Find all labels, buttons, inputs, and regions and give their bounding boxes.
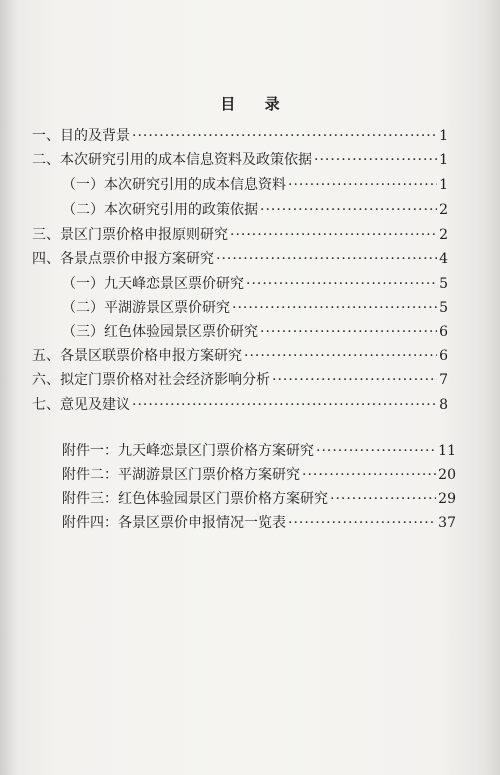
toc-leader-dots (288, 514, 436, 532)
toc-leader-dots (260, 323, 437, 341)
toc-entry-page: 5 (439, 300, 448, 316)
toc-subentry (62, 323, 448, 341)
toc-leader-dots (260, 201, 437, 219)
toc-entry (32, 371, 448, 389)
toc-leader-dots (230, 226, 437, 244)
toc-leader-dots (288, 176, 437, 194)
toc-entry (32, 151, 448, 169)
toc-entry-label: （一）九天峰恋景区票价研究 (62, 276, 244, 292)
toc-appendix-entry (62, 442, 456, 460)
toc-entry-label: （二）本次研究引用的政策依据 (62, 202, 258, 218)
toc-subentry (62, 176, 448, 194)
toc-subentry (62, 299, 448, 317)
toc-leader-dots (330, 490, 436, 508)
toc-entry-label: 七、意见及建议 (32, 397, 130, 413)
toc-entry-page: 11 (438, 443, 456, 459)
toc-leader-dots (314, 151, 437, 169)
toc-entry-page: 2 (439, 202, 448, 218)
toc-entry-label: （二）平湖游景区票价研究 (62, 300, 230, 316)
toc-entry-page: 8 (439, 397, 448, 413)
toc-entry-page: 20 (438, 467, 456, 483)
toc-entry-page: 29 (438, 491, 456, 507)
toc-entry-page: 7 (439, 372, 448, 388)
toc-leader-dots (132, 127, 437, 145)
toc-entry-page: 1 (439, 177, 448, 193)
toc-entry-label: 附件三：红色体验园景区门票价格方案研究 (62, 491, 328, 507)
toc-entry-label: （三）红色体验园景区票价研究 (62, 324, 258, 340)
toc-entry-label: 五、各景区联票价格申报方案研究 (32, 348, 242, 364)
toc-appendix-entry (62, 514, 456, 532)
toc-entry (32, 127, 448, 145)
toc-subentry (62, 275, 448, 293)
toc-entry-page: 2 (439, 227, 448, 243)
toc-entry-label: 三、景区门票价格申报原则研究 (32, 227, 228, 243)
toc-appendix-entry (62, 490, 456, 508)
toc-entry-label: 四、各景点票价申报方案研究 (32, 251, 214, 267)
toc-entry-page: 4 (439, 251, 448, 267)
toc-entry-label: （一）本次研究引用的成本信息资料 (62, 177, 286, 193)
toc-entry-label: 附件二：平湖游景区门票价格方案研究 (62, 467, 300, 483)
toc-leader-dots (272, 371, 437, 389)
toc-leader-dots (316, 442, 436, 460)
toc-entry-page: 6 (439, 324, 448, 340)
toc-leader-dots (132, 396, 437, 414)
toc-entry-page: 6 (439, 348, 448, 364)
toc-entry (32, 226, 448, 244)
toc-entry-page: 37 (438, 515, 456, 531)
toc-leader-dots (246, 275, 437, 293)
toc-leader-dots (216, 250, 437, 268)
toc-entry (32, 347, 448, 365)
toc-leader-dots (232, 299, 437, 317)
toc-entry-page: 1 (439, 128, 448, 144)
toc-title: 目 录 (220, 95, 292, 113)
toc-appendix-entry (62, 466, 456, 484)
toc-leader-dots (244, 347, 437, 365)
toc-entry-page: 5 (439, 276, 448, 292)
toc-entry-label: 附件四：各景区票价申报情况一览表 (62, 515, 286, 531)
toc-entry-page: 1 (439, 152, 448, 168)
toc-entry-label: 二、本次研究引用的成本信息资料及政策依据 (32, 152, 312, 168)
toc-subentry (62, 201, 448, 219)
toc-entry (32, 396, 448, 414)
toc-entry-label: 附件一：九天峰恋景区门票价格方案研究 (62, 443, 314, 459)
toc-entry (32, 250, 448, 268)
toc-entry-label: 一、目的及背景 (32, 128, 130, 144)
toc-entry-label: 六、拟定门票价格对社会经济影响分析 (32, 372, 270, 388)
toc-leader-dots (302, 466, 436, 484)
